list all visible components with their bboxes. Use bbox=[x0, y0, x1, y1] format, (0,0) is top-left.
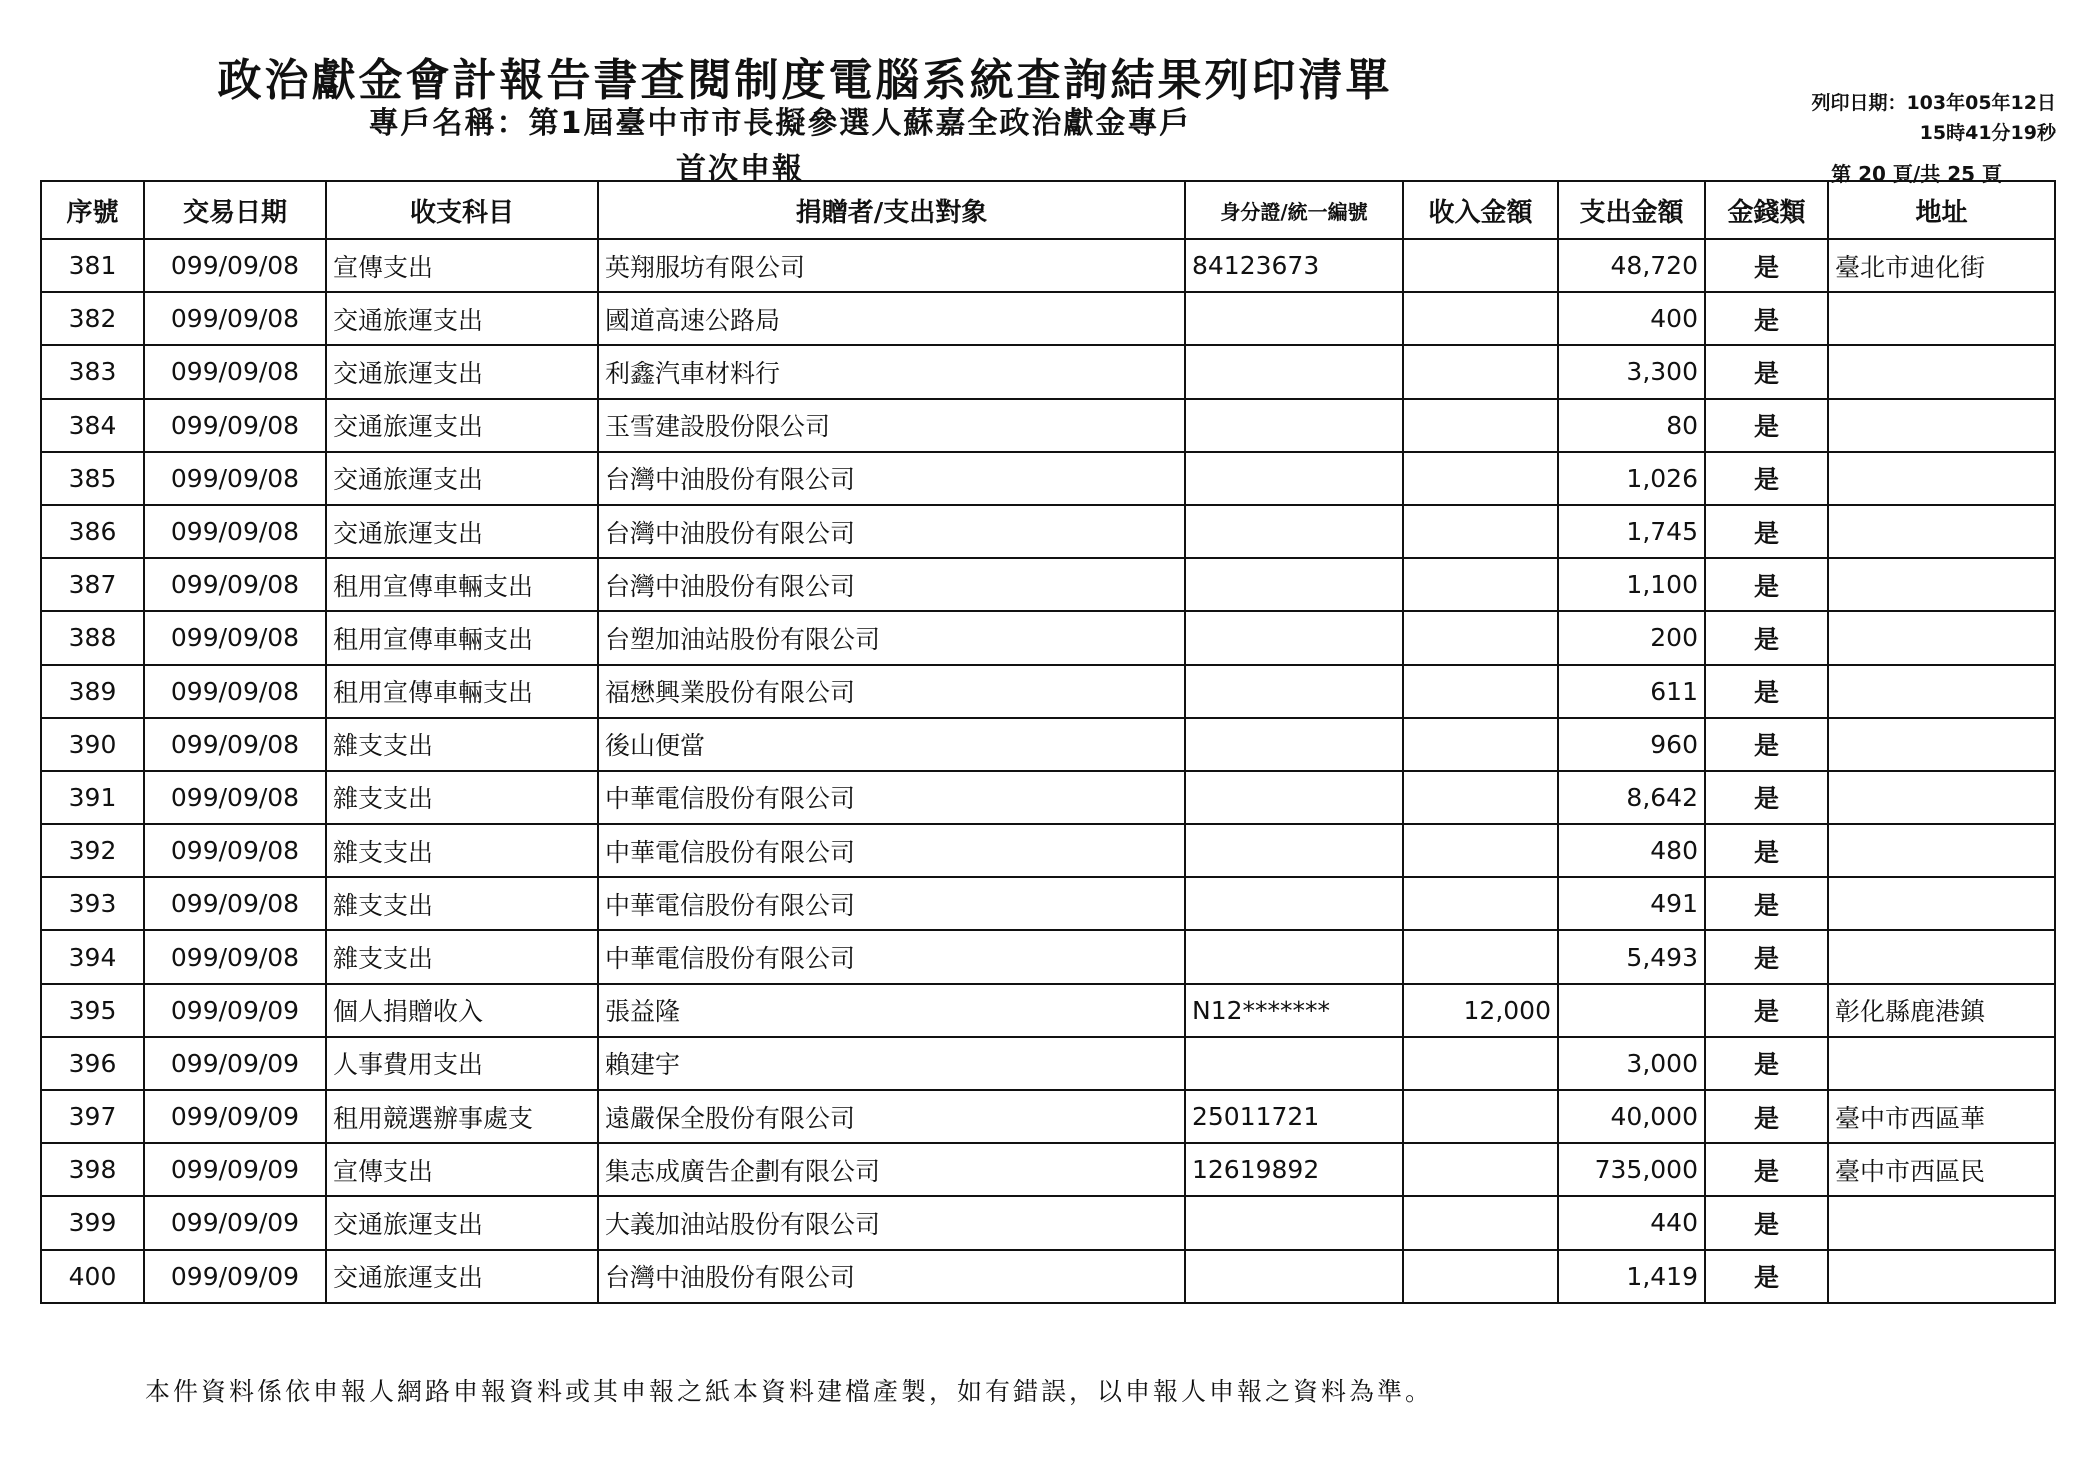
account-name: 專戶名稱：第1屆臺中市市長擬參選人蘇嘉全政治獻金專戶 bbox=[368, 106, 1192, 141]
table-row bbox=[41, 1250, 2055, 1303]
cell-income bbox=[1403, 771, 1558, 824]
table-row bbox=[41, 1143, 2055, 1196]
cell-income bbox=[1403, 345, 1558, 398]
cell-expense: 3,300 bbox=[1558, 345, 1705, 398]
cell-seq: 397 bbox=[41, 1090, 144, 1143]
cell-income bbox=[1403, 399, 1558, 452]
cell-seq: 395 bbox=[41, 984, 144, 1037]
cell-seq: 384 bbox=[41, 399, 144, 452]
cell-date: 099/09/08 bbox=[144, 239, 326, 292]
cell-id: 12619892 bbox=[1185, 1143, 1403, 1196]
cell-expense: 491 bbox=[1558, 877, 1705, 930]
table-row bbox=[41, 824, 2055, 877]
cell-address bbox=[1828, 505, 2055, 558]
cell-expense: 5,493 bbox=[1558, 930, 1705, 983]
cell-category: 雜支支出 bbox=[326, 718, 598, 771]
cell-money-type: 是 bbox=[1705, 930, 1828, 983]
cell-category: 人事費用支出 bbox=[326, 1037, 598, 1090]
cell-seq: 392 bbox=[41, 824, 144, 877]
cell-date: 099/09/08 bbox=[144, 771, 326, 824]
cell-seq: 382 bbox=[41, 292, 144, 345]
cell-payee: 國道高速公路局 bbox=[598, 292, 1185, 345]
cell-seq: 389 bbox=[41, 665, 144, 718]
table-row bbox=[41, 239, 2055, 292]
cell-money-type: 是 bbox=[1705, 1090, 1828, 1143]
cell-seq: 385 bbox=[41, 452, 144, 505]
cell-id bbox=[1185, 292, 1403, 345]
cell-id: 25011721 bbox=[1185, 1090, 1403, 1143]
cell-id bbox=[1185, 399, 1403, 452]
column-header-date: 交易日期 bbox=[144, 181, 326, 239]
cell-payee: 中華電信股份有限公司 bbox=[598, 771, 1185, 824]
cell-payee: 遠嚴保全股份有限公司 bbox=[598, 1090, 1185, 1143]
cell-address bbox=[1828, 292, 2055, 345]
cell-payee: 後山便當 bbox=[598, 718, 1185, 771]
cell-address: 臺中市西區民 bbox=[1828, 1143, 2055, 1196]
cell-money-type: 是 bbox=[1705, 345, 1828, 398]
cell-income bbox=[1403, 824, 1558, 877]
cell-address: 彰化縣鹿港鎮 bbox=[1828, 984, 2055, 1037]
cell-money-type: 是 bbox=[1705, 771, 1828, 824]
cell-date: 099/09/09 bbox=[144, 1037, 326, 1090]
cell-category: 交通旅運支出 bbox=[326, 1250, 598, 1303]
cell-date: 099/09/08 bbox=[144, 399, 326, 452]
cell-expense bbox=[1558, 984, 1705, 1037]
report-type: 首次申報 bbox=[676, 152, 804, 187]
cell-date: 099/09/09 bbox=[144, 1143, 326, 1196]
column-header-category: 收支科目 bbox=[326, 181, 598, 239]
cell-income bbox=[1403, 665, 1558, 718]
cell-address bbox=[1828, 1250, 2055, 1303]
cell-category: 交通旅運支出 bbox=[326, 399, 598, 452]
cell-id bbox=[1185, 824, 1403, 877]
table-row bbox=[41, 984, 2055, 1037]
cell-money-type: 是 bbox=[1705, 611, 1828, 664]
table-row bbox=[41, 930, 2055, 983]
table-row bbox=[41, 558, 2055, 611]
page-indicator: 第 20 頁/共 25 頁 bbox=[1831, 162, 2002, 186]
cell-id bbox=[1185, 452, 1403, 505]
cell-income: 12,000 bbox=[1403, 984, 1558, 1037]
cell-id bbox=[1185, 930, 1403, 983]
cell-expense: 480 bbox=[1558, 824, 1705, 877]
cell-id bbox=[1185, 345, 1403, 398]
cell-payee: 集志成廣告企劃有限公司 bbox=[598, 1143, 1185, 1196]
cell-seq: 381 bbox=[41, 239, 144, 292]
cell-category: 租用宣傳車輛支出 bbox=[326, 665, 598, 718]
cell-income bbox=[1403, 718, 1558, 771]
cell-seq: 387 bbox=[41, 558, 144, 611]
cell-money-type: 是 bbox=[1705, 399, 1828, 452]
cell-address bbox=[1828, 452, 2055, 505]
cell-income bbox=[1403, 239, 1558, 292]
cell-payee: 福懋興業股份有限公司 bbox=[598, 665, 1185, 718]
cell-money-type: 是 bbox=[1705, 984, 1828, 1037]
table-row bbox=[41, 345, 2055, 398]
table-row bbox=[41, 1037, 2055, 1090]
cell-income bbox=[1403, 1196, 1558, 1249]
cell-date: 099/09/08 bbox=[144, 824, 326, 877]
column-header-address: 地址 bbox=[1828, 181, 2055, 239]
cell-category: 雜支支出 bbox=[326, 930, 598, 983]
cell-expense: 40,000 bbox=[1558, 1090, 1705, 1143]
table-header-row bbox=[41, 181, 2055, 239]
table-row bbox=[41, 665, 2055, 718]
cell-category: 雜支支出 bbox=[326, 877, 598, 930]
cell-date: 099/09/08 bbox=[144, 930, 326, 983]
cell-id bbox=[1185, 771, 1403, 824]
document-title: 政治獻金會計報告書查閱制度電腦系統查詢結果列印清單 bbox=[217, 55, 1393, 106]
cell-expense: 1,419 bbox=[1558, 1250, 1705, 1303]
cell-date: 099/09/08 bbox=[144, 877, 326, 930]
cell-income bbox=[1403, 1037, 1558, 1090]
cell-payee: 張益隆 bbox=[598, 984, 1185, 1037]
cell-address bbox=[1828, 930, 2055, 983]
cell-expense: 1,026 bbox=[1558, 452, 1705, 505]
cell-seq: 393 bbox=[41, 877, 144, 930]
column-header-income: 收入金額 bbox=[1403, 181, 1558, 239]
cell-payee: 中華電信股份有限公司 bbox=[598, 930, 1185, 983]
cell-money-type: 是 bbox=[1705, 239, 1828, 292]
cell-id bbox=[1185, 1196, 1403, 1249]
cell-income bbox=[1403, 292, 1558, 345]
print-time-line2: 15時41分19秒 bbox=[1919, 122, 2056, 144]
cell-address bbox=[1828, 665, 2055, 718]
cell-address bbox=[1828, 824, 2055, 877]
column-header-money-type: 金錢類 bbox=[1705, 181, 1828, 239]
cell-address bbox=[1828, 558, 2055, 611]
cell-income bbox=[1403, 505, 1558, 558]
table-row bbox=[41, 399, 2055, 452]
cell-payee: 玉雪建設股份限公司 bbox=[598, 399, 1185, 452]
cell-money-type: 是 bbox=[1705, 505, 1828, 558]
records-table bbox=[40, 180, 2056, 1304]
cell-date: 099/09/08 bbox=[144, 558, 326, 611]
cell-address bbox=[1828, 399, 2055, 452]
cell-income bbox=[1403, 877, 1558, 930]
cell-id: 84123673 bbox=[1185, 239, 1403, 292]
cell-address bbox=[1828, 877, 2055, 930]
cell-seq: 394 bbox=[41, 930, 144, 983]
cell-money-type: 是 bbox=[1705, 1196, 1828, 1249]
cell-payee: 賴建宇 bbox=[598, 1037, 1185, 1090]
print-date-line1: 列印日期：103年05年12日 bbox=[1811, 92, 2056, 114]
cell-date: 099/09/08 bbox=[144, 611, 326, 664]
cell-date: 099/09/08 bbox=[144, 665, 326, 718]
cell-expense: 200 bbox=[1558, 611, 1705, 664]
cell-category: 個人捐贈收入 bbox=[326, 984, 598, 1037]
cell-address bbox=[1828, 1037, 2055, 1090]
cell-seq: 383 bbox=[41, 345, 144, 398]
cell-income bbox=[1403, 1250, 1558, 1303]
table-row bbox=[41, 292, 2055, 345]
cell-expense: 960 bbox=[1558, 718, 1705, 771]
cell-date: 099/09/09 bbox=[144, 1196, 326, 1249]
cell-payee: 台灣中油股份有限公司 bbox=[598, 1250, 1185, 1303]
cell-id bbox=[1185, 1037, 1403, 1090]
cell-seq: 388 bbox=[41, 611, 144, 664]
cell-income bbox=[1403, 1090, 1558, 1143]
cell-money-type: 是 bbox=[1705, 1250, 1828, 1303]
cell-income bbox=[1403, 452, 1558, 505]
cell-seq: 396 bbox=[41, 1037, 144, 1090]
cell-seq: 386 bbox=[41, 505, 144, 558]
cell-category: 宣傳支出 bbox=[326, 239, 598, 292]
column-header-seq: 序號 bbox=[41, 181, 144, 239]
cell-date: 099/09/08 bbox=[144, 345, 326, 398]
cell-income bbox=[1403, 558, 1558, 611]
cell-income bbox=[1403, 1143, 1558, 1196]
column-header-payee: 捐贈者/支出對象 bbox=[598, 181, 1185, 239]
cell-expense: 400 bbox=[1558, 292, 1705, 345]
cell-category: 租用宣傳車輛支出 bbox=[326, 611, 598, 664]
cell-address bbox=[1828, 718, 2055, 771]
column-header-expense: 支出金額 bbox=[1558, 181, 1705, 239]
cell-payee: 英翔服坊有限公司 bbox=[598, 239, 1185, 292]
cell-seq: 399 bbox=[41, 1196, 144, 1249]
cell-category: 租用宣傳車輛支出 bbox=[326, 558, 598, 611]
cell-address bbox=[1828, 611, 2055, 664]
cell-date: 099/09/09 bbox=[144, 1250, 326, 1303]
cell-id bbox=[1185, 718, 1403, 771]
column-header-id: 身分證/統一編號 bbox=[1185, 181, 1403, 239]
table-row bbox=[41, 877, 2055, 930]
cell-payee: 中華電信股份有限公司 bbox=[598, 824, 1185, 877]
cell-date: 099/09/08 bbox=[144, 452, 326, 505]
cell-money-type: 是 bbox=[1705, 718, 1828, 771]
cell-date: 099/09/08 bbox=[144, 505, 326, 558]
cell-date: 099/09/08 bbox=[144, 292, 326, 345]
cell-category: 交通旅運支出 bbox=[326, 505, 598, 558]
cell-category: 交通旅運支出 bbox=[326, 1196, 598, 1249]
cell-expense: 1,745 bbox=[1558, 505, 1705, 558]
cell-address: 臺中市西區華 bbox=[1828, 1090, 2055, 1143]
cell-seq: 398 bbox=[41, 1143, 144, 1196]
cell-payee: 台灣中油股份有限公司 bbox=[598, 558, 1185, 611]
footer-note: 本件資料係依申報人網路申報資料或其申報之紙本資料建檔產製，如有錯誤，以申報人申報之資料為準。 bbox=[145, 1377, 1434, 1406]
cell-expense: 1,100 bbox=[1558, 558, 1705, 611]
cell-address bbox=[1828, 1196, 2055, 1249]
cell-category: 交通旅運支出 bbox=[326, 452, 598, 505]
cell-payee: 中華電信股份有限公司 bbox=[598, 877, 1185, 930]
cell-seq: 390 bbox=[41, 718, 144, 771]
cell-expense: 611 bbox=[1558, 665, 1705, 718]
cell-money-type: 是 bbox=[1705, 824, 1828, 877]
cell-id bbox=[1185, 611, 1403, 664]
cell-seq: 391 bbox=[41, 771, 144, 824]
cell-payee: 台灣中油股份有限公司 bbox=[598, 505, 1185, 558]
cell-expense: 735,000 bbox=[1558, 1143, 1705, 1196]
cell-id bbox=[1185, 505, 1403, 558]
table-row bbox=[41, 452, 2055, 505]
cell-id bbox=[1185, 558, 1403, 611]
cell-money-type: 是 bbox=[1705, 665, 1828, 718]
cell-expense: 48,720 bbox=[1558, 239, 1705, 292]
table-row bbox=[41, 505, 2055, 558]
cell-money-type: 是 bbox=[1705, 1037, 1828, 1090]
cell-expense: 80 bbox=[1558, 399, 1705, 452]
table-row bbox=[41, 1090, 2055, 1143]
cell-category: 交通旅運支出 bbox=[326, 345, 598, 398]
cell-income bbox=[1403, 930, 1558, 983]
cell-seq: 400 bbox=[41, 1250, 144, 1303]
cell-money-type: 是 bbox=[1705, 452, 1828, 505]
cell-id bbox=[1185, 665, 1403, 718]
cell-id bbox=[1185, 877, 1403, 930]
cell-payee: 利鑫汽車材料行 bbox=[598, 345, 1185, 398]
cell-money-type: 是 bbox=[1705, 558, 1828, 611]
table-row bbox=[41, 771, 2055, 824]
cell-money-type: 是 bbox=[1705, 877, 1828, 930]
cell-payee: 大義加油站股份有限公司 bbox=[598, 1196, 1185, 1249]
cell-date: 099/09/09 bbox=[144, 984, 326, 1037]
cell-id bbox=[1185, 1250, 1403, 1303]
cell-expense: 3,000 bbox=[1558, 1037, 1705, 1090]
cell-payee: 台灣中油股份有限公司 bbox=[598, 452, 1185, 505]
print-date bbox=[1811, 88, 2056, 148]
cell-expense: 440 bbox=[1558, 1196, 1705, 1249]
cell-address: 臺北市迪化街 bbox=[1828, 239, 2055, 292]
cell-income bbox=[1403, 611, 1558, 664]
cell-category: 交通旅運支出 bbox=[326, 292, 598, 345]
cell-payee: 台塑加油站股份有限公司 bbox=[598, 611, 1185, 664]
table-row bbox=[41, 611, 2055, 664]
cell-money-type: 是 bbox=[1705, 292, 1828, 345]
cell-category: 宣傳支出 bbox=[326, 1143, 598, 1196]
table-row bbox=[41, 718, 2055, 771]
cell-id: N12******* bbox=[1185, 984, 1403, 1037]
cell-category: 雜支支出 bbox=[326, 771, 598, 824]
table-row bbox=[41, 1196, 2055, 1249]
cell-category: 租用競選辦事處支 bbox=[326, 1090, 598, 1143]
cell-date: 099/09/08 bbox=[144, 718, 326, 771]
cell-expense: 8,642 bbox=[1558, 771, 1705, 824]
cell-date: 099/09/09 bbox=[144, 1090, 326, 1143]
cell-category: 雜支支出 bbox=[326, 824, 598, 877]
cell-address bbox=[1828, 345, 2055, 398]
cell-money-type: 是 bbox=[1705, 1143, 1828, 1196]
cell-address bbox=[1828, 771, 2055, 824]
